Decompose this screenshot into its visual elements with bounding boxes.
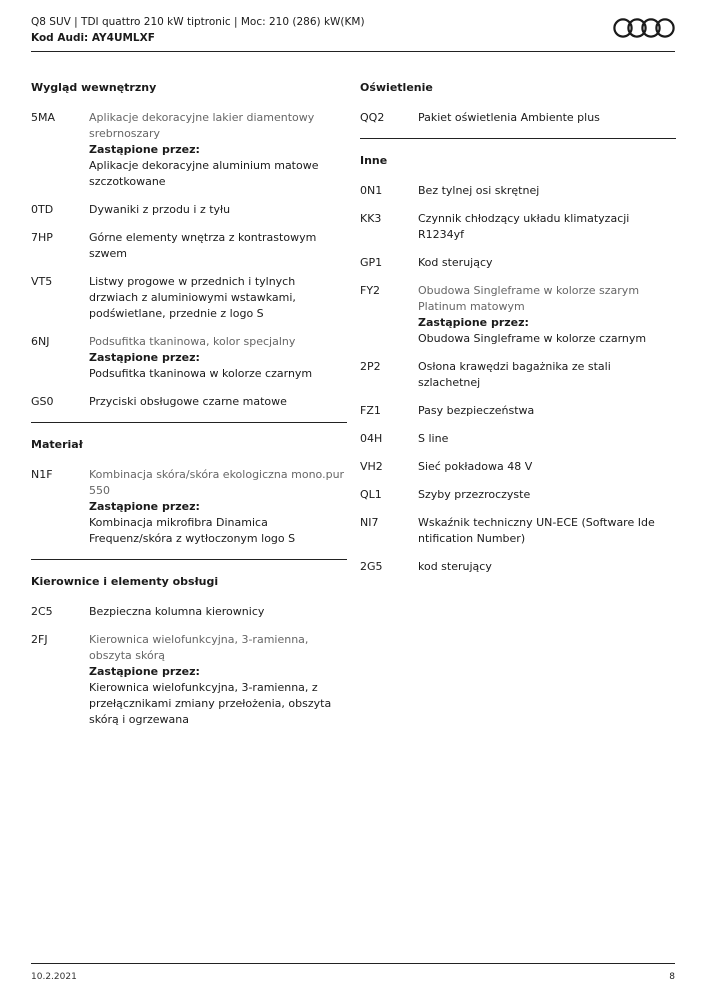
equipment-text: Listwy progowe w przednich i tylnych drzwiach z aluminiowymi wstawkami, podświetlane, przednie z logo S (89, 275, 296, 320)
equipment-text: S line (418, 432, 449, 445)
equipment-description (418, 110, 676, 126)
equipment-description (418, 183, 676, 199)
document-header (31, 14, 365, 46)
equipment-description (89, 467, 347, 547)
section-inne (360, 153, 676, 575)
equipment-description (418, 515, 676, 547)
equipment-code: N1F (31, 468, 53, 481)
original-option: Kombinacja skóra/skóra ekologiczna mono.pur 550 (89, 468, 345, 497)
equipment-text: Górne elementy wnętrza z kontrastowym szwem (89, 231, 317, 260)
replaced-by-label: Zastąpione przez: (89, 665, 200, 678)
equipment-description (418, 559, 676, 575)
vehicle-title: Q8 SUV | TDI quattro 210 kW tiptronic | Moc: 210 (286) kW(KM) (31, 16, 365, 28)
equipment-code: 2G5 (360, 560, 383, 573)
equipment-description (89, 632, 347, 728)
equipment-text: Osłona krawędzi bagażnika ze stali szlachetnej (418, 360, 611, 389)
replacement-option: Obudowa Singleframe w kolorze czarnym (418, 332, 647, 345)
equipment-code: FY2 (360, 284, 381, 297)
equipment-item (360, 255, 676, 271)
equipment-description (418, 459, 676, 475)
equipment-item (360, 283, 676, 347)
equipment-item (360, 110, 676, 126)
equipment-code: 2P2 (360, 360, 381, 373)
section-title: Oświetlenie (360, 81, 433, 94)
equipment-item (360, 183, 676, 199)
equipment-text: Bez tylnej osi skrętnej (418, 184, 540, 197)
equipment-description (418, 283, 676, 347)
header-divider (31, 51, 675, 52)
equipment-item (360, 431, 676, 447)
section-title: Inne (360, 154, 388, 167)
replacement-option: Kombinacja mikrofibra Dinamica Frequenz/skóra z wytłoczonym logo S (89, 516, 296, 545)
equipment-code: NI7 (360, 516, 379, 529)
equipment-code: 04H (360, 432, 383, 445)
equipment-code: 7HP (31, 231, 53, 244)
equipment-description (418, 431, 676, 447)
equipment-item (31, 394, 347, 410)
equipment-item (360, 559, 676, 575)
equipment-description (418, 487, 676, 503)
equipment-code: GP1 (360, 256, 383, 269)
equipment-code: 0N1 (360, 184, 383, 197)
equipment-text: Pasy bezpieczeństwa (418, 404, 535, 417)
section-kierownice-i-elementy-obslugi (31, 574, 347, 728)
equipment-item (360, 459, 676, 475)
replacement-option: Aplikacje dekoracyjne aluminium matowe szczotkowane (89, 159, 319, 188)
replaced-by-label: Zastąpione przez: (89, 500, 200, 513)
footer-date: 10.2.2021 (31, 972, 77, 982)
equipment-code: FZ1 (360, 404, 381, 417)
section-title: Kierownice i elementy obsługi (31, 575, 219, 588)
equipment-item (31, 334, 347, 382)
equipment-code: 0TD (31, 203, 54, 216)
page-number: 8 (669, 972, 675, 982)
equipment-item (31, 467, 347, 547)
equipment-code: 6NJ (31, 335, 50, 348)
section-material (31, 437, 347, 560)
original-option: Aplikacje dekoracyjne lakier diamentowy srebrnoszary (89, 111, 315, 140)
original-option: Podsufitka tkaninowa, kolor specjalny (89, 335, 296, 348)
equipment-description (89, 334, 347, 382)
equipment-text: Bezpieczna kolumna kierownicy (89, 605, 265, 618)
equipment-item (31, 110, 347, 190)
audi-rings-icon (613, 17, 675, 39)
equipment-code: 2FJ (31, 633, 48, 646)
equipment-text: Pakiet oświetlenia Ambiente plus (418, 111, 600, 124)
original-option: Obudowa Singleframe w kolorze szarym Platinum matowym (418, 284, 640, 313)
equipment-code: QL1 (360, 488, 382, 501)
equipment-description (89, 274, 347, 322)
replaced-by-label: Zastąpione przez: (89, 143, 200, 156)
equipment-description (89, 604, 347, 620)
equipment-description (418, 211, 676, 243)
equipment-description (418, 255, 676, 271)
equipment-item (360, 211, 676, 243)
equipment-description (89, 110, 347, 190)
equipment-text: Kod sterujący (418, 256, 493, 269)
replaced-by-label: Zastąpione przez: (89, 351, 200, 364)
section-title: Materiał (31, 438, 83, 451)
equipment-code: KK3 (360, 212, 382, 225)
equipment-code: VT5 (31, 275, 53, 288)
equipment-text: Wskaźnik techniczny UN-ECE (Software Ide ntification Number) (418, 516, 655, 545)
left-column (31, 68, 347, 742)
equipment-text: Czynnik chłodzący układu klimatyzacji R1234yf (418, 212, 630, 241)
equipment-description (89, 202, 347, 218)
equipment-item (31, 274, 347, 322)
equipment-item (31, 604, 347, 620)
equipment-code: QQ2 (360, 111, 385, 124)
replacement-option: Kierownica wielofunkcyjna, 3-ramienna, z przełącznikami zmiany przełożenia, obszyta skórą i ogrzewana (89, 681, 332, 726)
equipment-description (418, 403, 676, 419)
equipment-item (360, 515, 676, 547)
equipment-text: kod sterujący (418, 560, 492, 573)
replaced-by-label: Zastąpione przez: (418, 316, 529, 329)
equipment-code: GS0 (31, 395, 54, 408)
equipment-text: Sieć pokładowa 48 V (418, 460, 533, 473)
section-wyglad-wewnetrzny (31, 80, 347, 423)
equipment-text: Przyciski obsługowe czarne matowe (89, 395, 287, 408)
equipment-item (360, 403, 676, 419)
audi-code: Kod Audi: AY4UMLXF (31, 32, 155, 44)
equipment-code: 5MA (31, 111, 56, 124)
equipment-text: Szyby przezroczyste (418, 488, 531, 501)
equipment-description (418, 359, 676, 391)
equipment-text: Dywaniki z przodu i z tyłu (89, 203, 231, 216)
replacement-option: Podsufitka tkaninowa w kolorze czarnym (89, 367, 313, 380)
equipment-code: VH2 (360, 460, 383, 473)
section-oswietlenie (360, 80, 676, 139)
equipment-description (89, 230, 347, 262)
equipment-item (31, 632, 347, 728)
equipment-description (89, 394, 347, 410)
equipment-item (31, 202, 347, 218)
equipment-code: 2C5 (31, 605, 53, 618)
footer-divider (31, 963, 675, 964)
equipment-item (360, 359, 676, 391)
right-column (360, 68, 676, 589)
equipment-item (31, 230, 347, 262)
equipment-item (360, 487, 676, 503)
section-title: Wygląd wewnętrzny (31, 81, 157, 94)
original-option: Kierownica wielofunkcyjna, 3-ramienna, obszyta skórą (89, 633, 309, 662)
